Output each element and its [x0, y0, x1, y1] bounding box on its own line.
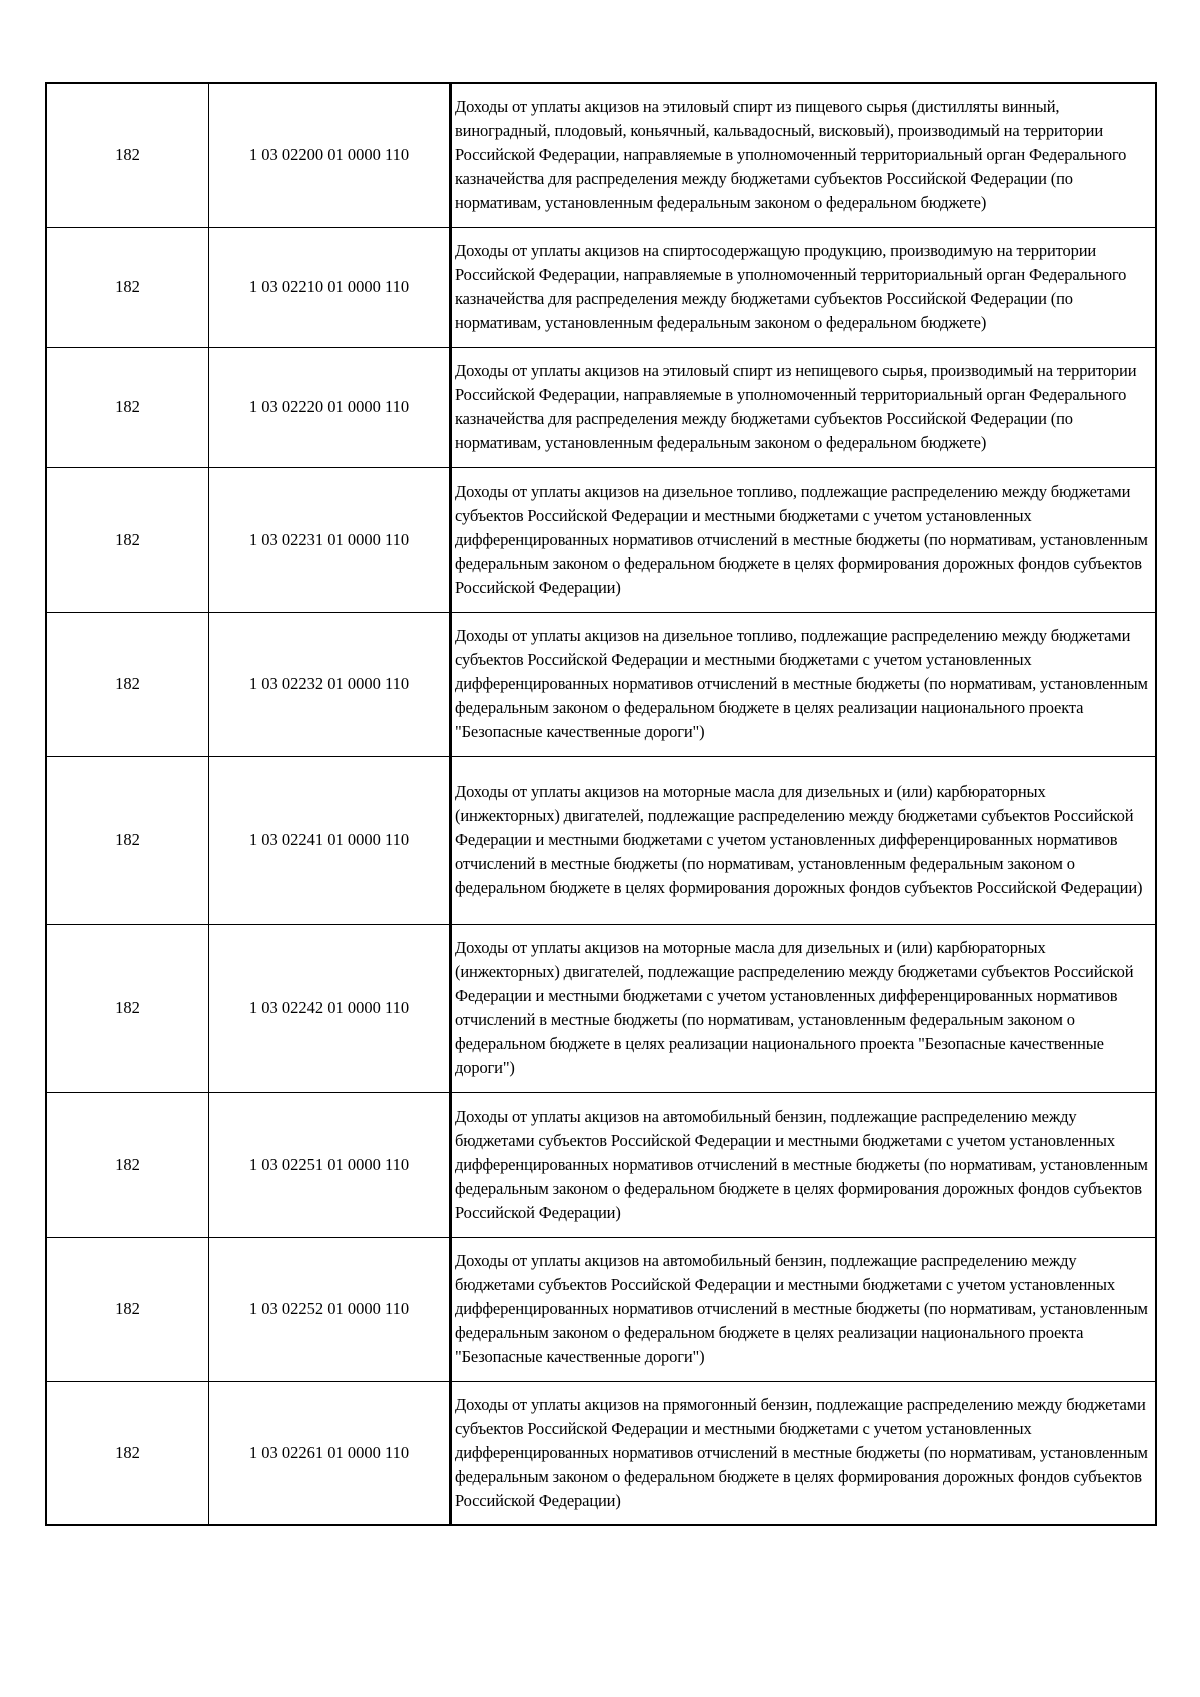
income-name-text: Доходы от уплаты акцизов на этиловый спирт из непищевого сырья, производимый на территории Российской Федерации, направляемые в уполномоченный территориальный орган Федерального казначейства для распределения между бюджетами субъектов Российской Федерации (по нормативам, установленным федеральным законом о федеральном бюджете)	[455, 361, 1137, 452]
income-name-text: Доходы от уплаты акцизов на этиловый спирт из пищевого сырья (дистилляты винный, виноградный, плодовый, коньячный, кальвадосный, висковый), производимый на территории Российской Федерации, направляемые в уполномоченный территориальный орган Федерального казначейства для распределения между бюджетами субъектов Российской Федерации (по нормативам, установленным федеральным законом о федеральном бюджете)	[455, 97, 1127, 213]
income-name-text: Доходы от уплаты акцизов на моторные масла для дизельных и (или) карбюраторных (инжекторных) двигателей, подлежащие распределению между бюджетами субъектов Российской Федерации и местными бюджетами с учетом установленных дифференцированных нормативов отчислений в местные бюджеты (по нормативам, установленным федеральным законом о федеральном бюджете в целях реализации национального проекта "Безопасные качественные дороги")	[455, 938, 1134, 1077]
income-name-cell	[451, 612, 1157, 756]
budget-code-cell: 1 03 02251 01 0000 110	[209, 1092, 451, 1237]
income-name-text: Доходы от уплаты акцизов на автомобильный бензин, подлежащие распределению между бюджетами субъектов Российской Федерации и местными бюджетами с учетом установленных дифференцированных нормативов отчислений в местные бюджеты (по нормативам, установленным федеральным законом о федеральном бюджете в целях формирования дорожных фондов субъектов Российской Федерации)	[455, 1106, 1148, 1222]
document-page	[45, 82, 1157, 1526]
income-name-cell	[451, 924, 1157, 1092]
income-name-text: Доходы от уплаты акцизов на дизельное топливо, подлежащие распределению между бюджетами субъектов Российской Федерации и местными бюджетами с учетом установленных дифференцированных нормативов отчислений в местные бюджеты (по нормативам, установленным федеральным законом о федеральном бюджете в целях реализации национального проекта "Безопасные качественные дороги")	[455, 626, 1148, 741]
table-row	[46, 756, 1156, 924]
income-name-cell	[451, 467, 1157, 612]
income-name-cell	[451, 1381, 1157, 1525]
admin-code-cell: 182	[46, 467, 209, 612]
budget-code-cell: 1 03 02210 01 0000 110	[209, 227, 451, 347]
table-row	[46, 467, 1156, 612]
budget-code-cell: 1 03 02241 01 0000 110	[209, 756, 451, 924]
table-row	[46, 1092, 1156, 1237]
table-row	[46, 227, 1156, 347]
income-name-text: Доходы от уплаты акцизов на автомобильный бензин, подлежащие распределению между бюджетами субъектов Российской Федерации и местными бюджетами с учетом установленных дифференцированных нормативов отчислений в местные бюджеты (по нормативам, установленным федеральным законом о федеральном бюджете в целях реализации национального проекта "Безопасные качественные дороги")	[455, 1251, 1148, 1366]
budget-code-cell: 1 03 02242 01 0000 110	[209, 924, 451, 1092]
table-row	[46, 83, 1156, 227]
budget-code-cell: 1 03 02252 01 0000 110	[209, 1237, 451, 1381]
budget-code-cell: 1 03 02231 01 0000 110	[209, 467, 451, 612]
admin-code-cell: 182	[46, 83, 209, 227]
budget-code-cell: 1 03 02232 01 0000 110	[209, 612, 451, 756]
income-codes-table	[45, 82, 1157, 1526]
admin-code-cell: 182	[46, 1381, 209, 1525]
admin-code-cell: 182	[46, 227, 209, 347]
income-name-text: Доходы от уплаты акцизов на прямогонный бензин, подлежащие распределению между бюджетами субъектов Российской Федерации и местными бюджетами с учетом установленных дифференцированных нормативов отчислений в местные бюджеты (по нормативам, установленным федеральным законом о федеральном бюджете в целях формирования дорожных фондов субъектов Российской Федерации)	[455, 1394, 1148, 1510]
table-row	[46, 1237, 1156, 1381]
table-row	[46, 1381, 1156, 1525]
income-name-text: Доходы от уплаты акцизов на спиртосодержащую продукцию, производимую на территории Российской Федерации, направляемые в уполномоченный территориальный орган Федерального казначейства для распределения между бюджетами субъектов Российской Федерации (по нормативам, установленным федеральным законом о федеральном бюджете)	[455, 241, 1127, 332]
table-row	[46, 612, 1156, 756]
admin-code-cell: 182	[46, 1237, 209, 1381]
admin-code-cell: 182	[46, 347, 209, 467]
income-name-cell	[451, 1237, 1157, 1381]
income-name-text: Доходы от уплаты акцизов на моторные масла для дизельных и (или) карбюраторных (инжекторных) двигателей, подлежащие распределению между бюджетами субъектов Российской Федерации и местными бюджетами с учетом установленных дифференцированных нормативов отчислений в местные бюджеты (по нормативам, установленным федеральным законом о федеральном бюджете в целях формирования дорожных фондов субъектов Российской Федерации)	[455, 782, 1143, 897]
admin-code-cell: 182	[46, 1092, 209, 1237]
budget-code-cell: 1 03 02261 01 0000 110	[209, 1381, 451, 1525]
income-name-cell	[451, 347, 1157, 467]
income-name-cell	[451, 756, 1157, 924]
admin-code-cell: 182	[46, 756, 209, 924]
table-row	[46, 924, 1156, 1092]
admin-code-cell: 182	[46, 612, 209, 756]
budget-code-cell: 1 03 02200 01 0000 110	[209, 83, 451, 227]
income-name-cell	[451, 227, 1157, 347]
admin-code-cell: 182	[46, 924, 209, 1092]
budget-code-cell: 1 03 02220 01 0000 110	[209, 347, 451, 467]
income-name-cell	[451, 1092, 1157, 1237]
table-row	[46, 347, 1156, 467]
income-name-text: Доходы от уплаты акцизов на дизельное топливо, подлежащие распределению между бюджетами субъектов Российской Федерации и местными бюджетами с учетом установленных дифференцированных нормативов отчислений в местные бюджеты (по нормативам, установленным федеральным законом о федеральном бюджете в целях формирования дорожных фондов субъектов Российской Федерации)	[455, 481, 1148, 597]
income-name-cell	[451, 83, 1157, 227]
